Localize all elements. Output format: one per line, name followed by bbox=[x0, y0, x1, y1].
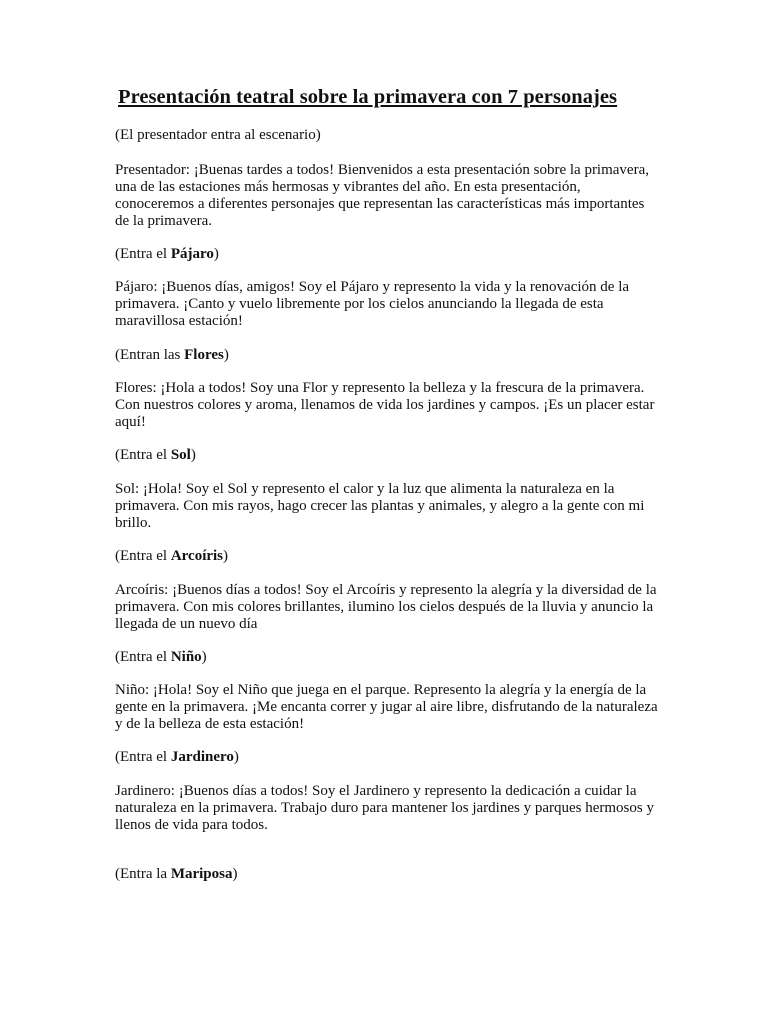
speech-presentador: Presentador: ¡Buenas tardes a todos! Bienvenidos a esta presentación sobre la primavera, una de las estaciones más hermosas y vibrantes del año. En esta presentación, conoceremos a diferentes personajes que representan las características más importantes de la primavera. bbox=[115, 162, 649, 229]
stage-direction-nino: (Entra el Niño) bbox=[115, 649, 207, 665]
stage-direction-mariposa: (Entra la Mariposa) bbox=[115, 866, 238, 882]
speech-nino: Niño: ¡Hola! Soy el Niño que juega en el parque. Represento la alegría y la energía de la gente en la primavera. ¡Me encanta correr y jugar al aire libre, disfrutando de la naturaleza y de la belleza de esta estación! bbox=[115, 682, 658, 732]
stage-direction-jardinero: (Entra el Jardinero) bbox=[115, 749, 239, 765]
document-title: Presentación teatral sobre la primavera con 7 personajes bbox=[118, 86, 618, 108]
stage-direction-arcoiris: (Entra el Arcoíris) bbox=[115, 548, 229, 564]
character-name-mariposa: Mariposa bbox=[170, 866, 233, 882]
character-name-sol: Sol bbox=[170, 447, 191, 463]
character-name-nino: Niño bbox=[170, 649, 202, 665]
speech-pajaro: Pájaro: ¡Buenos días, amigos! Soy el Pájaro y represento la vida y la renovación de la primavera. ¡Canto y vuelo libremente por los cielos anunciando la llegada de esta maravillosa estación! bbox=[115, 279, 630, 329]
stage-direction-intro: (El presentador entra al escenario) bbox=[115, 127, 321, 143]
stage-direction-flores: (Entran las Flores) bbox=[115, 347, 229, 363]
character-name-flores: Flores bbox=[184, 347, 224, 363]
speech-arcoiris: Arcoíris: ¡Buenos días a todos! Soy el Arcoíris y represento la alegría y la diversidad de la primavera. Con mis colores brillantes, ilumino los cielos después de la lluvia y anuncio la llegada de un nuevo día bbox=[115, 582, 657, 632]
stage-direction-pajaro: (Entra el Pájaro) bbox=[115, 246, 219, 262]
speech-flores: Flores: ¡Hola a todos! Soy una Flor y represento la belleza y la frescura de la primavera. Con nuestros colores y aroma, llenamos de vida los jardines y campos. ¡Es un placer estar aquí! bbox=[115, 380, 655, 430]
character-name-jardinero: Jardinero bbox=[170, 749, 234, 765]
speech-sol: Sol: ¡Hola! Soy el Sol y represento el calor y la luz que alimenta la naturaleza en la primavera. Con mis rayos, hago crecer las plantas y animales, y alegro a la gente con mi brillo. bbox=[115, 481, 645, 531]
character-name-arcoiris: Arcoíris bbox=[170, 548, 224, 564]
stage-direction-sol: (Entra el Sol) bbox=[115, 447, 196, 463]
character-name-pajaro: Pájaro bbox=[170, 246, 214, 262]
speech-jardinero: Jardinero: ¡Buenos días a todos! Soy el Jardinero y represento la dedicación a cuidar la naturaleza en la primavera. Trabajo duro para mantener los jardines y parques hermosos y llenos de vida para todos. bbox=[115, 783, 654, 833]
